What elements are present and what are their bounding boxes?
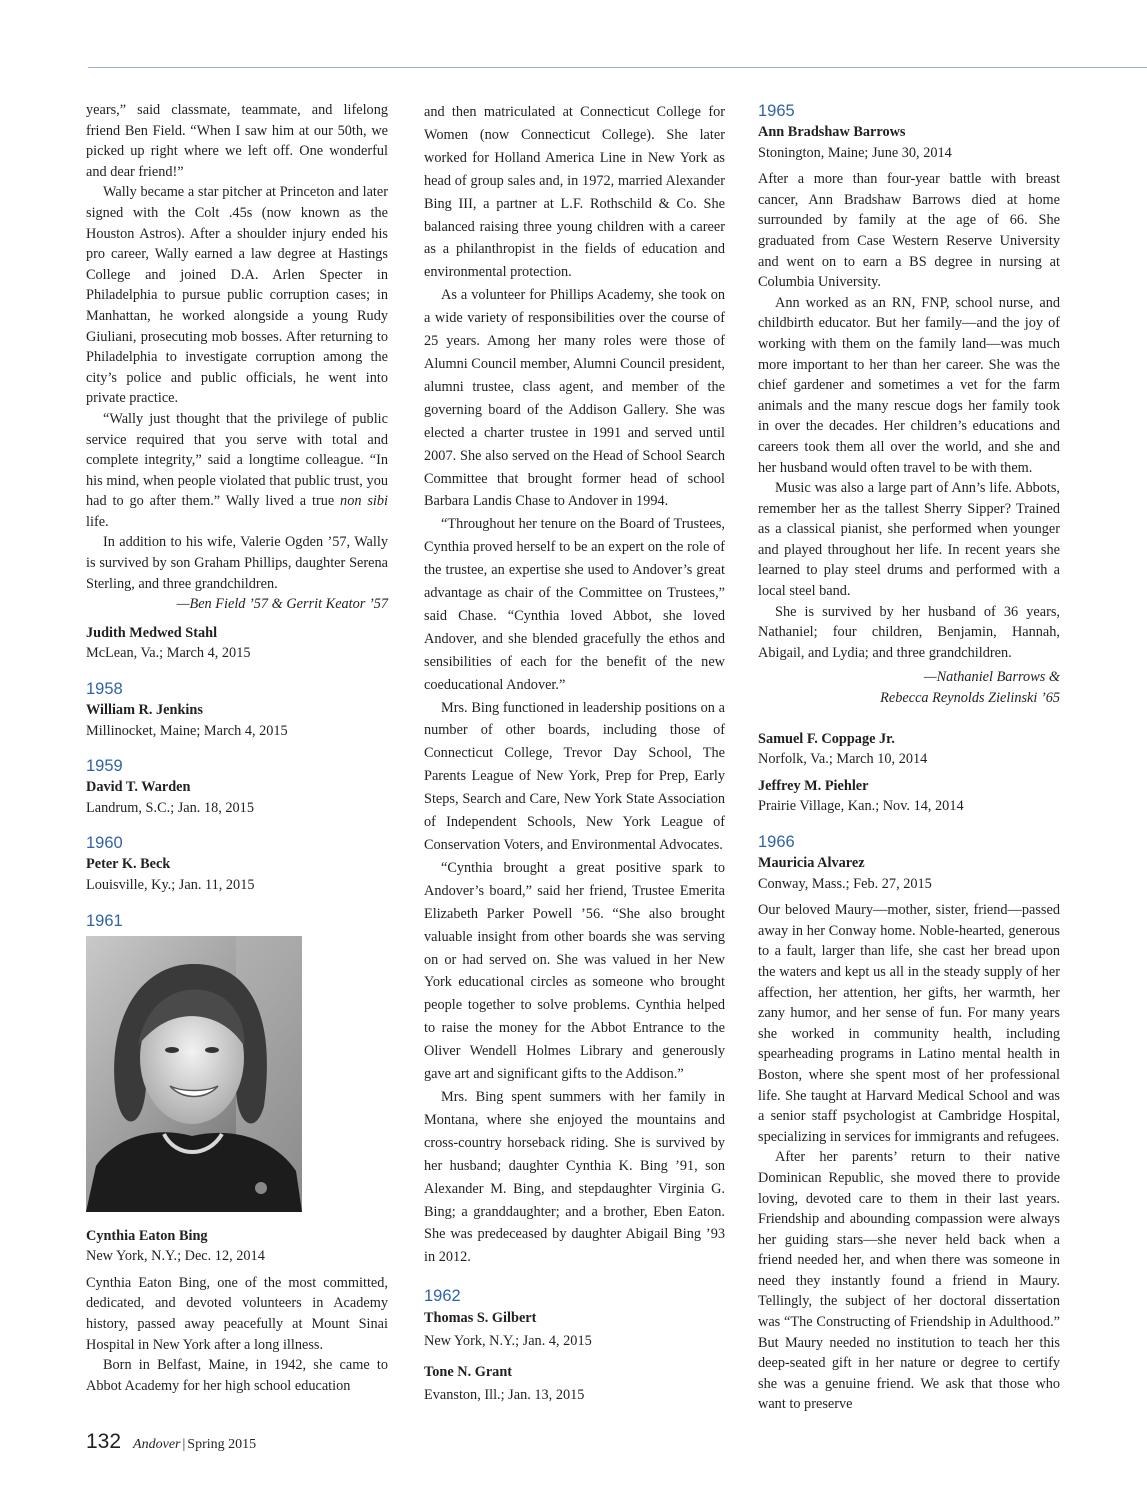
column-2 (424, 101, 725, 1407)
obituary-location-date: Conway, Mass.; Feb. 27, 2015 (758, 875, 932, 892)
class-year-heading: 1961 (86, 911, 123, 930)
obituary-paragraph: Mrs. Bing functioned in leadership positions on a number of other boards, including those of Connecticut College, Trevor Day School, The Parents League of New York, Prep for Prep, Early Steps, Search and Care, New York State Association of Independent Schools, New York League of Conservation Voters, and Environmental Advocates. (424, 699, 725, 853)
obituary-name: Peter K. Beck (86, 856, 171, 873)
issue-label: Spring 2015 (187, 1437, 257, 1452)
obituary-name: Cynthia Eaton Bing (86, 1227, 208, 1244)
obituary-name: Tone N. Grant (424, 1364, 513, 1381)
obituary-paragraph: “Wally just thought that the privilege of public service required that you serve with total and complete integrity,” said a longtime colleague. “In his mind, when people violated that public trust, you had to go after them.” Wally lived a true non sibi life. (86, 410, 388, 530)
obituary-paragraph: Born in Belfast, Maine, in 1942, she came to Abbot Academy for her high school education (86, 1357, 388, 1394)
obituary-paragraph: Ann worked as an RN, FNP, school nurse, and childbirth educator. But her family—and the joy of working with them on the family land—was much more important to her than her career. She was the chief gardener and sometimes a vet for the farm animals and the many rescue dogs her family took in over the decades. Her children’s educations and careers took them all over the world, and she and her husband would often travel to be with them. (758, 294, 1060, 476)
class-year-heading: 1965 (758, 102, 795, 120)
obituary-paragraph: As a volunteer for Phillips Academy, she took on a wide variety of responsibilities over the course of 25 years. Among her many roles were those of Alumni Council member, Alumni Council president, alumni trustee, class agent, and member of the governing board of the Addison Gallery. She was elected a charter trustee in 1991 and served until 2007. She also served on the Head of School Search Committee that brought former head of school Barbara Landis Chase to Andover in 1994. (424, 287, 725, 510)
obituary-paragraph: Our beloved Maury—mother, sister, friend—passed away in her Conway home. Noble-hearted, generous to a fault, larger than life, she cast her bread upon the waters and kept us all in the steady supply of her affection, her attention, her gifts, her warmth, her zany humor, and her sense of fun. For many years she worked in community health, including spearheading programs in Latino mental health in Boston, where she spent most of her professional life. She taught at Harvard Medical School and was a senior staff psychologist at Cambridge Hospital, specializing in services for immigrants and refugees. (758, 902, 1060, 1145)
class-year-heading: 1966 (758, 833, 795, 851)
class-year-heading: 1959 (86, 757, 123, 776)
portrait-photo (86, 936, 302, 1212)
obituary-location-date: McLean, Va.; March 4, 2015 (86, 645, 251, 662)
obituary-location-date: Millinocket, Maine; March 4, 2015 (86, 722, 288, 739)
obituary-paragraph: “Throughout her tenure on the Board of Trustees, Cynthia proved herself to be an expert on the role of the trustee, an expertise she used to Andover’s great advantage as chair of the Committee on Trustees,” said Chase. “Cynthia loved Abbot, she loved Andover, and she blended gracefully the ethos and sensibilities of each for the benefit of the new coeducational Andover.” (424, 516, 725, 693)
obituary-location-date: New York, N.Y.; Jan. 4, 2015 (424, 1333, 592, 1350)
obituary-paragraph: years,” said classmate, teammate, and lifelong friend Ben Field. “When I saw him at our 50th, we picked up right where we left off. One wonderful and dear friend!” (86, 102, 388, 180)
obituary-name: Samuel F. Coppage Jr. (758, 730, 895, 747)
obituary-paragraph: Cynthia Eaton Bing, one of the most committed, dedicated, and devoted volunteers in Academy history, passed away peacefully at Mount Sinai Hospital in New York after a long illness. (86, 1274, 388, 1353)
obituary-location-date: Stonington, Maine; June 30, 2014 (758, 144, 952, 161)
header-rule (88, 67, 1147, 68)
column-1 (86, 100, 388, 1396)
obituary-location-date: Landrum, S.C.; Jan. 18, 2015 (86, 799, 254, 816)
obituary-name: Judith Medwed Stahl (86, 624, 218, 641)
obituary-paragraph: She is survived by her husband of 36 years, Nathaniel; four children, Benjamin, Hannah, Abigail, and Lydia; and three grandchildren. (758, 603, 1060, 661)
obituary-location-date: Evanston, Ill.; Jan. 13, 2015 (424, 1386, 585, 1403)
obituary-name: Jeffrey M. Piehler (758, 777, 869, 794)
column-3 (758, 100, 1060, 1415)
page-number: 132 (86, 1430, 122, 1453)
class-year-heading: 1960 (86, 834, 123, 853)
obituary-paragraph: and then matriculated at Connecticut College for Women (now Connecticut College). She later worked for Holland America Line in New York as head of group sales and, in 1972, married Alexander Bing III, a partner at L.F. Rothschild & Co. She balanced raising three young children with a career as a philanthropist in the fields of education and environmental protection. (424, 104, 725, 281)
obituary-paragraph: In addition to his wife, Valerie Ogden ’57, Wally is survived by son Graham Phillips, daughter Serena Sterling, and three grandchildren. (86, 534, 388, 592)
obituary-paragraph: Wally became a star pitcher at Princeton and later signed with the Colt .45s (now known as the Houston Astros). After a shoulder injury ended his pro career, Wally earned a law degree at Hastings College and joined D.A. Arlen Specter in Philadelphia to pursue public corruption cases; in Manhattan, he worked alongside a young Rudy Giuliani, prosecuting mob bosses. After returning to Philadelphia to investigate corruption among the city’s police and public officials, he went into private practice. (86, 184, 388, 407)
obituary-name: William R. Jenkins (86, 702, 203, 719)
class-year-heading: 1958 (86, 680, 123, 699)
magazine-title: Andover (133, 1437, 181, 1452)
obituary-paragraph: Mrs. Bing spent summers with her family in Montana, where she enjoyed the mountains and cross-country horseback riding. She is survived by her husband; daughter Cynthia K. Bing ’91, son Alexander M. Bing, and stepdaughter Virginia G. Bing; a granddaughter; and a brother, Eben Eaton. She was predeceased by daughter Abigail Bing ’93 in 2012. (424, 1088, 725, 1266)
footer-separator: | (182, 1437, 186, 1452)
obituary-name: Thomas S. Gilbert (424, 1310, 537, 1327)
obituary-signature: Rebecca Reynolds Zielinski ’65 (880, 690, 1060, 707)
obituary-signature: —Nathaniel Barrows & (923, 669, 1060, 686)
obituary-location-date: Norfolk, Va.; March 10, 2014 (758, 751, 928, 768)
obituary-paragraph: “Cynthia brought a great positive spark to Andover’s board,” said her friend, Trustee Emerita Elizabeth Parker Powell ’56. “She also brought valuable insight from other boards she was serving on or had served on. She was valued in her New York educational circles as someone who brought people together to solve problems. Cynthia helped to raise the money for the Abbot Entrance to the Oliver Wendell Holmes Library and generously gave art and significant gifts to the Addison.” (424, 859, 725, 1083)
obituary-name: David T. Warden (86, 779, 191, 796)
obituary-name: Mauricia Alvarez (758, 855, 865, 871)
obituary-paragraph: After her parents’ return to their native Dominican Republic, she moved there to provide loving, devoted care to them in their last years. Friendship and abounding compassion were always her guiding stars—she never held back when a friend needed her, and when there was someone in need they instantly found a friend in Maury. Tellingly, the subject of her doctoral dissertation was “The Constructing of Friendship in Adulthood.” But Maury needed no institution to teach her this deep-seated gift in her nature or degree to certify she was a genuine friend. We ask that those who want to preserve (758, 1149, 1060, 1413)
obituary-location-date: Louisville, Ky.; Jan. 11, 2015 (86, 877, 255, 893)
obituary-location-date: New York, N.Y.; Dec. 12, 2014 (86, 1248, 265, 1265)
obituary-paragraph: Music was also a large part of Ann’s life. Abbots, remember her as the tallest Sherry Sipper? Trained as a classical pianist, she performed when younger and played throughout her life. In recent years she learned to play steel drums and performed with a local steel band. (758, 480, 1060, 600)
obituary-location-date: Prairie Village, Kan.; Nov. 14, 2014 (758, 798, 964, 815)
obituary-name: Ann Bradshaw Barrows (758, 124, 906, 140)
obituary-paragraph: After a more than four-year battle with breast cancer, Ann Bradshaw Barrows died at home surrounded by family at the age of 66. She graduated from Case Western Reserve University and went on to earn a BS degree in nursing at Columbia University. (758, 171, 1060, 291)
class-year-heading: 1962 (424, 1287, 461, 1306)
page-footer (86, 1428, 256, 1459)
obituary-signature: —Ben Field ’57 & Gerrit Keator ’57 (176, 596, 388, 613)
